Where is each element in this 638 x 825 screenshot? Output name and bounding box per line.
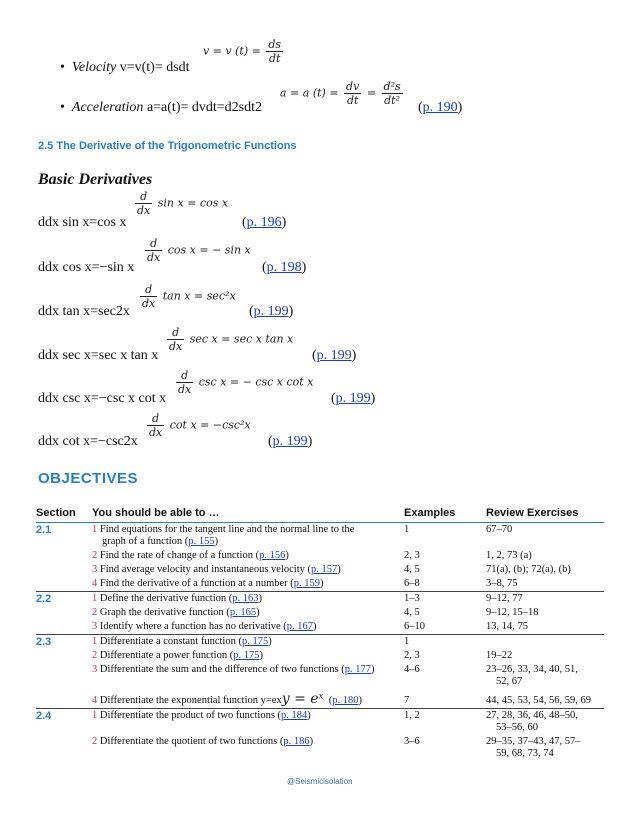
objective-link[interactable]: p. 177 — [344, 664, 371, 675]
velocity-term: Velocity — [71, 60, 117, 75]
acceleration-page-ref: (p. 190) — [418, 100, 463, 115]
section-heading: 2.5 The Derivative of the Trigonometric Functions — [38, 140, 297, 152]
derivative-tan-link[interactable]: p. 199 — [253, 304, 289, 319]
objective-link[interactable]: p. 167 — [286, 621, 314, 632]
derivative-cot-ref: (p. 199) — [268, 434, 313, 449]
header-objective: You should be able to … — [92, 505, 404, 523]
table-row: 2.2 1 Define the derivative function (p. 163) 1–3 9–12, 77 — [36, 592, 604, 607]
header-examples: Examples — [404, 505, 486, 523]
table-row: 4 Differentiate the exponential function y=exy = eˣ (p. 180) 7 44, 45, 53, 54, 56, 59, 69 — [92, 691, 591, 707]
table-row: 2 Find the rate of change of a function (p. 156) 2, 3 1, 2, 73 (a) — [92, 550, 532, 561]
header-section: Section — [36, 505, 92, 523]
derivative-cos-link[interactable]: p. 198 — [266, 260, 302, 275]
derivative-csc-link[interactable]: p. 199 — [335, 391, 371, 406]
derivative-cos-math: $\frac{d}{dx}$ cos x = − sin x — [147, 237, 251, 264]
acceleration-page-link[interactable]: p. 190 — [422, 100, 458, 115]
acceleration-bullet: • Acceleration a=a(t)= dvdt=d2sdt2 — [60, 100, 262, 115]
basic-derivatives-heading: Basic Derivatives — [38, 171, 153, 188]
derivative-tan-text: ddx tan x=sec2x — [38, 304, 130, 319]
derivative-sin-math: $\frac{d}{dx}$ sin x = cos x — [137, 190, 229, 217]
derivative-csc-math: $\frac{d}{dx}$ csc x = − csc x cot x — [178, 369, 314, 396]
table-row: 2.1 1 Find equations for the tangent line and the normal line to the graph of a function (p. 155) 1 67–70 — [36, 524, 513, 547]
table-row: 3 Find average velocity and instantaneous velocity (p. 157) 4, 5 71(a), (b); 72(a), (b) — [92, 564, 571, 575]
objective-link[interactable]: p. 180 — [332, 695, 359, 706]
derivative-cot-math: $\frac{d}{dx}$ cot x = −csc²x — [149, 412, 251, 439]
header-review: Review Exercises — [486, 505, 604, 523]
objective-link[interactable]: p. 184 — [281, 710, 308, 721]
table-row: 2.3 1 Differentiate a constant function (p. 175) 1 — [36, 635, 604, 650]
table-header-row — [36, 505, 604, 523]
table-row: 4 Find the derivative of a function at a number (p. 159) 6–8 3–8, 75 — [92, 578, 518, 589]
derivative-sec-text: ddx sec x=sec x tan x — [38, 348, 159, 363]
derivative-cot-text: ddx cot x=−csc2x — [38, 434, 138, 449]
objective-link[interactable]: p. 163 — [232, 593, 259, 604]
derivative-csc-text: ddx csc x=−csc x cot x — [38, 391, 167, 406]
objective-link[interactable]: p. 155 — [188, 536, 215, 547]
derivative-csc-ref: (p. 199) — [331, 391, 376, 406]
table-row: 2.4 1 Differentiate the product of two functions (p. 184) 1, 2 27, 28, 36, 46, 48–50, 53–56, 60 — [36, 709, 604, 736]
velocity-text: v=v(t)= dsdt — [119, 60, 190, 75]
derivative-sec-ref: (p. 199) — [312, 348, 357, 363]
table-row: 3 Identify where a function has no derivative (p. 167) 6–10 13, 14, 75 — [92, 621, 528, 632]
acceleration-formula-math: a = a (t) = $\frac{dv}{dt}$ = $\frac{\text{d²s}}{\text{dt²}}$ — [280, 80, 401, 107]
objectives-table — [36, 505, 604, 761]
derivative-cos-ref: (p. 198) — [262, 260, 307, 275]
table-row: 3 Differentiate the sum and the difference of two functions (p. 177) 4–6 23–26, 33, 34, 40, 51, 52, 67 — [92, 664, 578, 687]
derivative-tan-math: $\frac{d}{dx}$ tan x = sec²x — [142, 283, 236, 310]
objective-link[interactable]: p. 156 — [259, 550, 286, 561]
objective-link[interactable]: p. 175 — [241, 636, 269, 647]
objective-link[interactable]: p. 186 — [283, 736, 310, 747]
derivative-sec-link[interactable]: p. 199 — [316, 348, 352, 363]
table-row: 2 Graph the derivative function (p. 165) 4, 5 9–12, 15–18 — [92, 607, 539, 618]
derivative-cot-link[interactable]: p. 199 — [272, 434, 308, 449]
derivative-sin-link[interactable]: p. 196 — [246, 215, 282, 230]
acceleration-text: a=a(t)= dvdt=d2sdt2 — [146, 100, 262, 115]
table-row: 2 Differentiate the quotient of two functions (p. 186) 3–6 29–35, 37–43, 47, 57– 59, 68, 73, 74 — [92, 736, 581, 759]
objective-link[interactable]: p. 159 — [293, 578, 321, 589]
derivative-sin-ref: (p. 196) — [242, 215, 287, 230]
table-row: 2 Differentiate a power function (p. 175) 2, 3 19–22 — [92, 650, 513, 661]
acceleration-term: Acceleration — [71, 100, 144, 115]
objective-link[interactable]: p. 157 — [310, 564, 338, 575]
velocity-bullet: • Velocity v=v(t)= dsdt — [60, 60, 190, 75]
derivative-tan-ref: (p. 199) — [249, 304, 294, 319]
velocity-formula-math: v = v (t) = $\frac{ds}{dt}$ — [203, 38, 282, 65]
derivative-sec-math: $\frac{d}{dx}$ sec x = sec x tan x — [169, 326, 294, 353]
objectives-heading: OBJECTIVES — [38, 470, 139, 487]
objective-link[interactable]: p. 175 — [233, 650, 260, 661]
derivative-cos-text: ddx cos x=−sin x — [38, 260, 135, 275]
footer-watermark: @Seismicisolation — [287, 777, 353, 786]
objective-link[interactable]: p. 165 — [229, 607, 257, 618]
derivative-sin-text: ddx sin x=cos x — [38, 215, 127, 230]
